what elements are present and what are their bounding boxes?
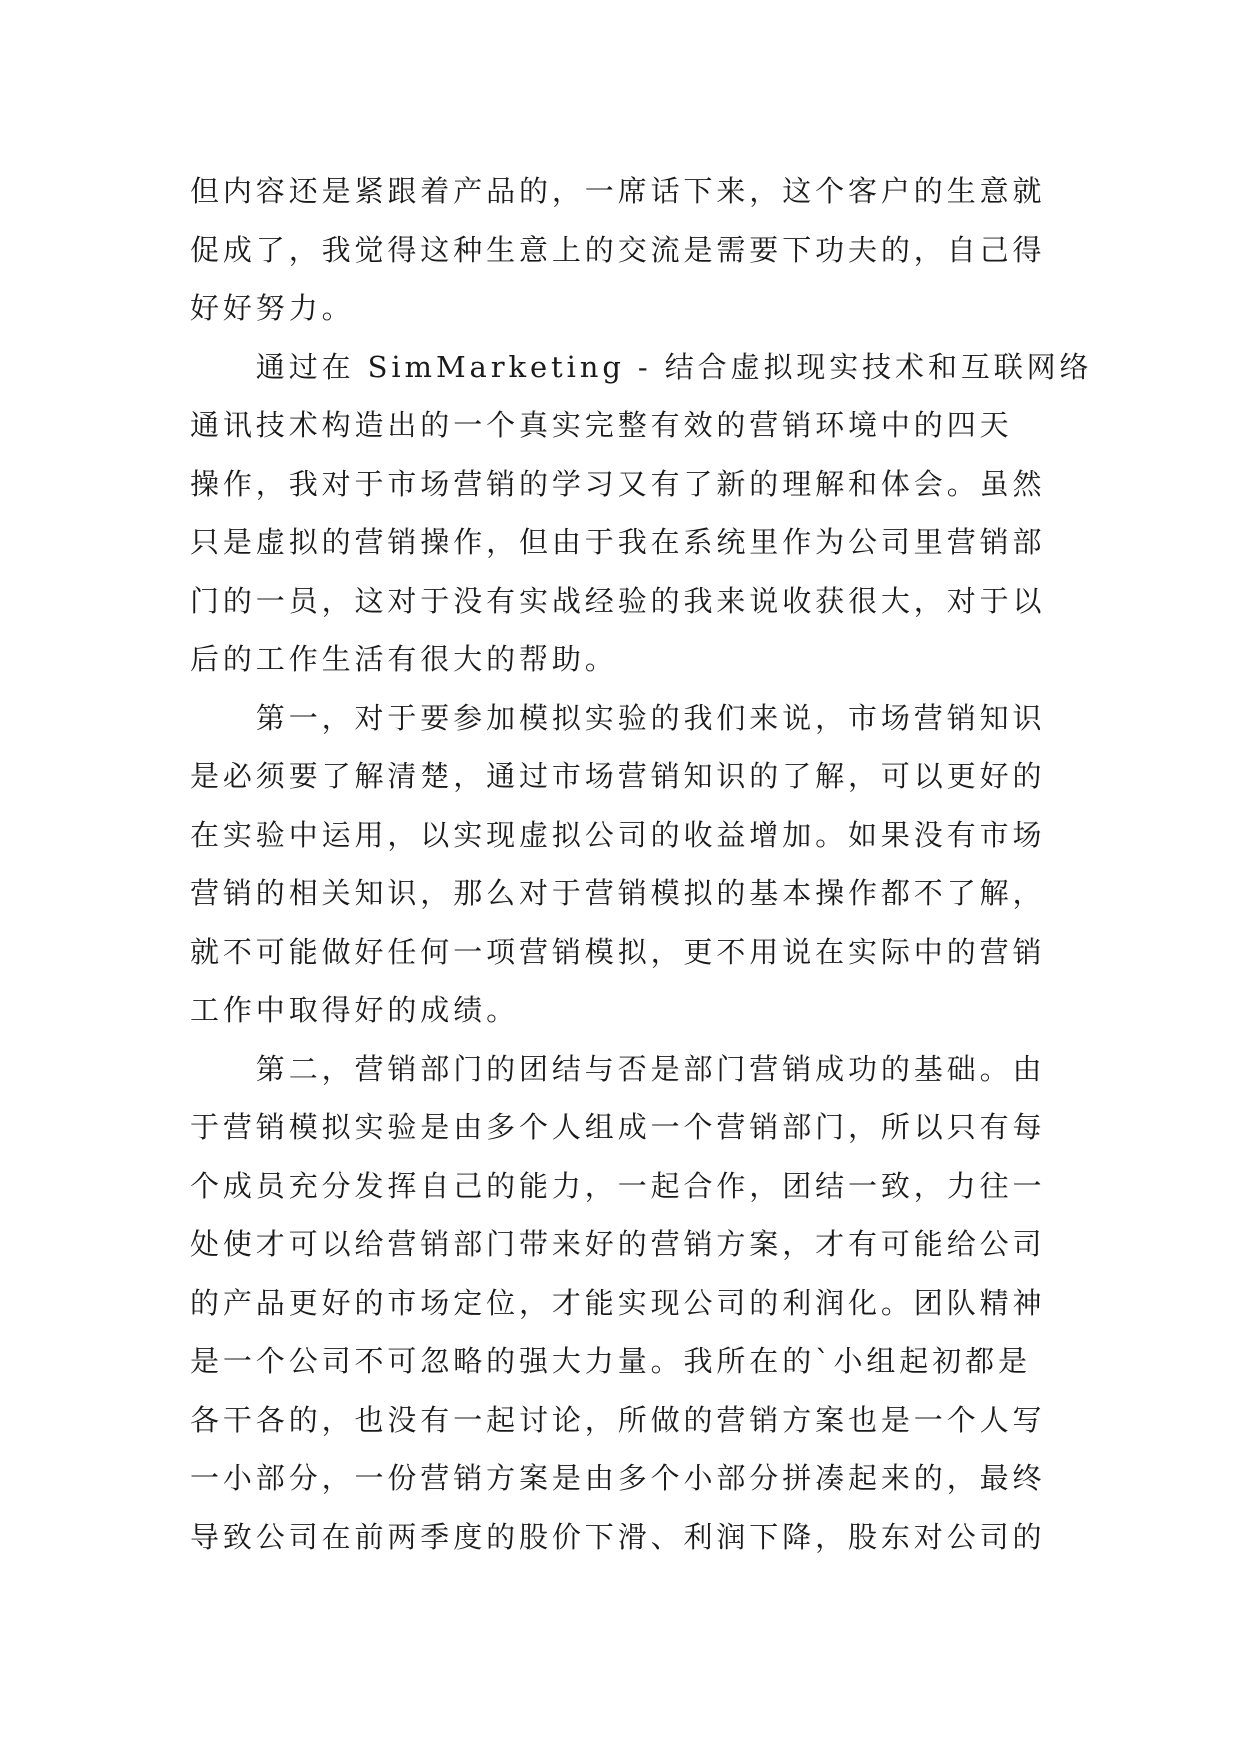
text-line: 于营销模拟实验是由多个人组成一个营销部门，所以只有每 (190, 1110, 1046, 1144)
text-line: 一小部分，一份营销方案是由多个小部分拼凑起来的，最终 (190, 1461, 1046, 1495)
text-line: 个成员充分发挥自己的能力，一起合作，团结一致，力往一 (190, 1168, 1046, 1203)
text-line: 营销的相关知识，那么对于营销模拟的基本操作都不了解， (190, 876, 1046, 910)
text-line: 后的工作生活有很大的帮助。 (190, 642, 618, 676)
text-line: 只是虚拟的营销操作，但由于我在系统里作为公司里营销部 (190, 525, 1046, 559)
text-line: 的产品更好的市场定位，才能实现公司的利润化。团队精神 (190, 1285, 1046, 1320)
text-line: 操作，我对于市场营销的学习又有了新的理解和体会。虽然 (190, 466, 1046, 501)
text-line: 第二，营销部门的团结与否是部门营销成功的基础。由 (190, 1051, 1046, 1086)
text-line: 就不可能做好任何一项营销模拟，更不用说在实际中的营销 (190, 934, 1046, 969)
text-line: 工作中取得好的成绩。 (190, 993, 520, 1027)
text-line: 在实验中运用，以实现虚拟公司的收益增加。如果没有市场 (190, 817, 1046, 852)
text-line: 是必须要了解清楚，通过市场营销知识的了解，可以更好的 (190, 759, 1046, 793)
text-line: 通讯技术构造出的一个真实完整有效的营销环境中的四天 (190, 408, 1013, 442)
text-line: 门的一员，这对于没有实战经验的我来说收获很大，对于以 (190, 583, 1046, 618)
text-line: 通过在 SimMarketing - 结合虚拟现实技术和互联网络 (190, 349, 1093, 384)
body-text (190, 162, 1093, 1566)
text-line: 处使才可以给营销部门带来好的营销方案，才有可能给公司 (190, 1227, 1046, 1261)
text-line: 好好努力。 (190, 291, 355, 325)
text-line: 第一，对于要参加模拟实验的我们来说，市场营销知识 (190, 700, 1046, 735)
text-line: 导致公司在前两季度的股价下滑、利润下降，股东对公司的 (190, 1519, 1046, 1554)
text-line: 但内容还是紧跟着产品的，一席话下来，这个客户的生意就 (190, 174, 1046, 208)
text-line: 促成了，我觉得这种生意上的交流是需要下功夫的，自己得 (190, 232, 1046, 267)
text-line: 是一个公司不可忽略的强大力量。我所在的`小组起初都是 (190, 1344, 1031, 1378)
text-line: 各干各的，也没有一起讨论，所做的营销方案也是一个人写 (190, 1402, 1046, 1437)
